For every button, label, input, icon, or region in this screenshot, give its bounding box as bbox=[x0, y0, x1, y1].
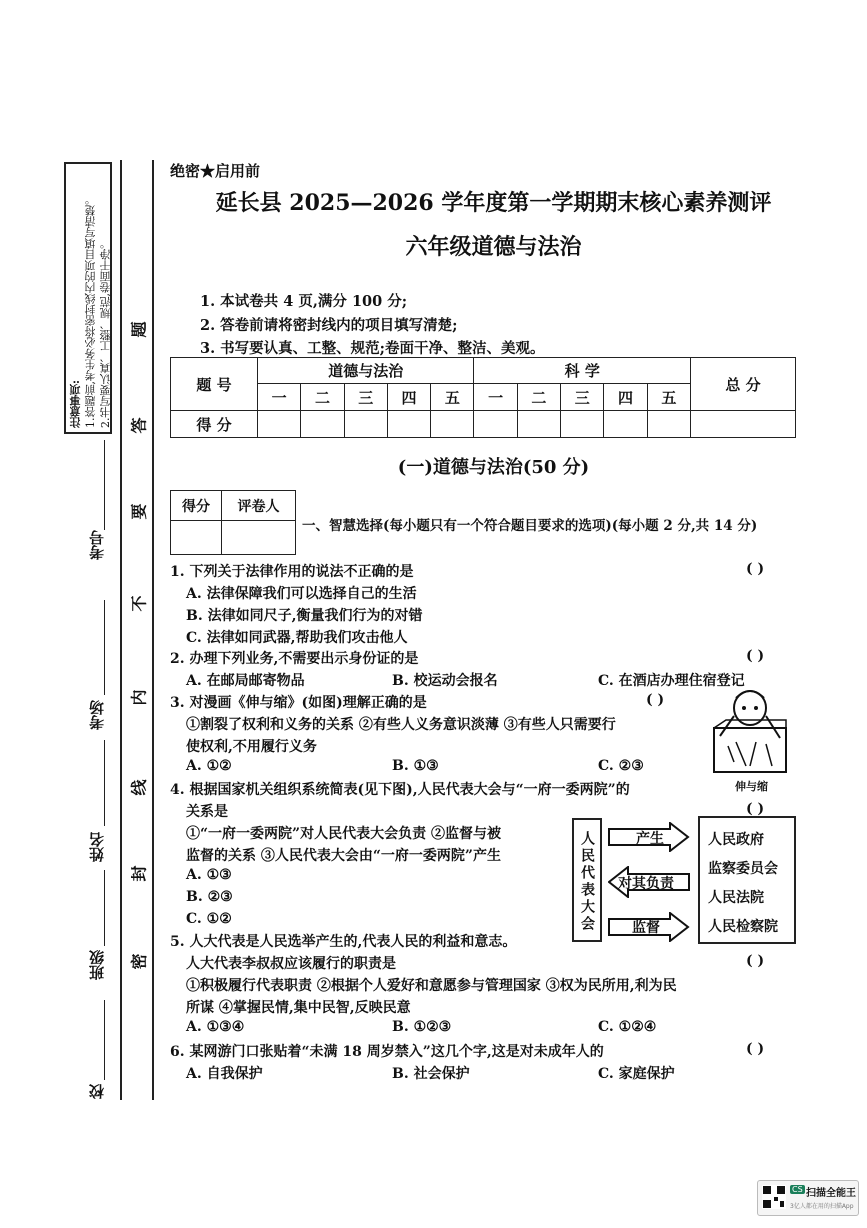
q4-statements-cont: 监督的关系 ③人民代表大会由“一府一委两院”产生 bbox=[186, 848, 501, 864]
notice-box bbox=[64, 162, 112, 434]
diagram-organ: 人民检察院 bbox=[708, 919, 778, 935]
diagram-organs-box bbox=[698, 816, 796, 944]
q3-statements: ①割裂了权利和义务的关系 ②有些人义务意识淡薄 ③有些人只需要行 bbox=[186, 717, 616, 733]
score-col: 四 bbox=[387, 384, 430, 411]
exam-no-line[interactable] bbox=[104, 440, 105, 530]
grader-cell[interactable] bbox=[221, 521, 295, 555]
q3-option-c: C. ②③ bbox=[598, 758, 644, 774]
score-col: 四 bbox=[604, 384, 647, 411]
app-tagline: 3亿人都在用的扫描App bbox=[790, 1203, 854, 1210]
score-col: 二 bbox=[301, 384, 344, 411]
q2-option-c: C. 在酒店办理住宿登记 bbox=[598, 673, 745, 689]
score-cell[interactable] bbox=[561, 411, 604, 438]
q5-stem: 5. 人大代表是人民选举产生的,代表人民的利益和意志。 bbox=[170, 934, 517, 950]
seal-char: 不 bbox=[129, 595, 149, 612]
seal-char: 线 bbox=[129, 779, 149, 796]
exam-subtitle: 六年级道德与法治 bbox=[405, 234, 582, 260]
q2-option-a: A. 在邮局邮寄物品 bbox=[186, 673, 305, 689]
diagram-organ: 人民法院 bbox=[708, 890, 764, 906]
score-col: 三 bbox=[561, 384, 604, 411]
q5-stem-cont: 人大代表李叔叔应该履行的职责是 bbox=[186, 956, 396, 972]
q3-stem: 3. 对漫画《伸与缩》(如图)理解正确的是 bbox=[170, 695, 427, 711]
q4-option-a: A. ①③ bbox=[186, 867, 232, 883]
part-one-heading: 一、智慧选择(每小题只有一个符合题目要求的选项)(每小题 2 分,共 14 分) bbox=[302, 518, 758, 534]
q6-option-a: A. 自我保护 bbox=[186, 1066, 263, 1082]
score-col: 二 bbox=[517, 384, 560, 411]
class-line[interactable] bbox=[104, 870, 105, 946]
score-col: 五 bbox=[647, 384, 690, 411]
score-table-total: 总 分 bbox=[691, 358, 796, 411]
school-label: 校 bbox=[88, 1084, 106, 1099]
grader-label: 评卷人 bbox=[221, 491, 295, 521]
seal-line-right bbox=[152, 160, 154, 1100]
score-col: 一 bbox=[258, 384, 301, 411]
q1-option-a: A. 法律保障我们可以选择自己的生活 bbox=[186, 586, 417, 602]
instruction-1: 1. 本试卷共 4 页,满分 100 分; bbox=[200, 293, 408, 310]
q3-option-b: B. ①③ bbox=[392, 758, 439, 774]
q4-option-c: C. ①② bbox=[186, 911, 232, 927]
q2-stem: 2. 办理下列业务,不需要出示身份证的是 bbox=[170, 651, 419, 667]
name-line[interactable] bbox=[104, 740, 105, 826]
q6-option-b: B. 社会保护 bbox=[392, 1066, 470, 1082]
grader-table bbox=[170, 490, 296, 555]
score-col: 五 bbox=[431, 384, 474, 411]
notice-line-1: 1.答题前,考生务必将密封线内的项目填写清楚。 bbox=[84, 194, 97, 428]
score-cell[interactable] bbox=[431, 411, 474, 438]
diagram-arrow-supervise: 监督 bbox=[632, 920, 660, 936]
score-cell[interactable] bbox=[344, 411, 387, 438]
score-cell[interactable] bbox=[387, 411, 430, 438]
diagram-organ: 人民政府 bbox=[708, 832, 764, 848]
q2-option-b: B. 校运动会报名 bbox=[392, 673, 498, 689]
cartoon-caption: 伸与缩 bbox=[735, 780, 768, 793]
score-table-group-2: 科 学 bbox=[474, 358, 691, 384]
q4-stem-cont: 关系是 bbox=[186, 804, 228, 820]
instruction-2: 2. 答卷前请将密封线内的项目填写清楚; bbox=[200, 317, 458, 334]
q5-option-c: C. ①②④ bbox=[598, 1019, 657, 1035]
qr-code-icon bbox=[762, 1185, 786, 1209]
seal-char: 答 bbox=[129, 417, 149, 434]
q5-option-a: A. ①③④ bbox=[186, 1019, 245, 1035]
score-table-group-1: 道德与法治 bbox=[258, 358, 474, 384]
section-title: (一)道德与法治(50 分) bbox=[397, 457, 590, 478]
q6-stem: 6. 某网游门口张贴着“未满 18 周岁禁入”这几个字,这是对未成年人的 bbox=[170, 1044, 604, 1060]
diagram-npc-box: 人民代表大会 bbox=[572, 818, 602, 942]
diagram-arrow-responsible: 对其负责 bbox=[618, 876, 674, 892]
q4-statements: ①“一府一委两院”对人民代表大会负责 ②监督与被 bbox=[186, 826, 501, 842]
q4-stem: 4. 根据国家机关组织系统简表(见下图),人民代表大会与“一府一委两院”的 bbox=[170, 782, 630, 798]
q4-answer-blank[interactable]: ( ) bbox=[746, 801, 765, 817]
score-total-cell[interactable] bbox=[691, 411, 796, 438]
seal-char: 封 bbox=[129, 865, 149, 882]
q2-answer-blank[interactable]: ( ) bbox=[746, 648, 765, 664]
scanner-watermark bbox=[757, 1180, 859, 1216]
exam-no-label: 考号 bbox=[88, 530, 106, 560]
q3-answer-blank[interactable]: ( ) bbox=[646, 692, 665, 708]
score-col: 三 bbox=[344, 384, 387, 411]
class-label: 班级 bbox=[88, 950, 106, 980]
q1-stem: 1. 下列关于法律作用的说法不正确的是 bbox=[170, 564, 414, 580]
grader-score-label: 得分 bbox=[171, 491, 222, 521]
q4-option-b: B. ②③ bbox=[186, 889, 233, 905]
score-table-question-label: 题 号 bbox=[171, 358, 258, 411]
q3-option-a: A. ①② bbox=[186, 758, 232, 774]
score-cell[interactable] bbox=[301, 411, 344, 438]
grader-score-cell[interactable] bbox=[171, 521, 222, 555]
score-cell[interactable] bbox=[258, 411, 301, 438]
seal-char: 内 bbox=[129, 689, 149, 706]
q3-statements-cont: 使权利,不用履行义务 bbox=[186, 739, 317, 755]
q5-option-b: B. ①②③ bbox=[392, 1019, 452, 1035]
app-logo: CS bbox=[792, 1185, 803, 1194]
q6-answer-blank[interactable]: ( ) bbox=[746, 1041, 765, 1057]
q5-statements: ①积极履行代表职责 ②根据个人爱好和意愿参与管理国家 ③权为民所用,利为民 bbox=[186, 978, 677, 994]
exam-room-label: 考场 bbox=[88, 700, 106, 730]
score-cell[interactable] bbox=[517, 411, 560, 438]
q1-answer-blank[interactable]: ( ) bbox=[746, 561, 765, 577]
q5-answer-blank[interactable]: ( ) bbox=[746, 953, 765, 969]
q1-option-b: B. 法律如同尺子,衡量我们行为的对错 bbox=[186, 608, 423, 624]
school-line[interactable] bbox=[104, 1000, 105, 1080]
diagram-arrow-produce: 产生 bbox=[636, 831, 664, 847]
score-cell[interactable] bbox=[604, 411, 647, 438]
diagram-organ: 监察委员会 bbox=[708, 861, 778, 877]
seal-char: 密 bbox=[129, 953, 149, 970]
score-table bbox=[170, 357, 796, 438]
app-name: 扫描全能王 bbox=[806, 1188, 856, 1199]
exam-room-line[interactable] bbox=[104, 600, 105, 695]
seal-line-left bbox=[120, 160, 122, 1100]
score-table-score-label: 得 分 bbox=[171, 411, 258, 438]
score-cell[interactable] bbox=[647, 411, 690, 438]
notice-title: 注意事项: bbox=[69, 379, 82, 428]
q1-option-c: C. 法律如同武器,帮助我们攻击他人 bbox=[186, 630, 408, 646]
q5-statements-cont: 所谋 ④掌握民情,集中民智,反映民意 bbox=[186, 1000, 411, 1016]
score-col: 一 bbox=[474, 384, 517, 411]
name-label: 姓名 bbox=[88, 832, 106, 862]
seal-char: 要 bbox=[129, 503, 149, 520]
q6-option-c: C. 家庭保护 bbox=[598, 1066, 675, 1082]
seal-char: 题 bbox=[129, 321, 149, 338]
instruction-3: 3. 书写要认真、工整、规范;卷面干净、整洁、美观。 bbox=[200, 340, 545, 357]
score-cell[interactable] bbox=[474, 411, 517, 438]
notice-line-2: 2.书写要认真、工整、规范,卷面干净。 bbox=[99, 238, 112, 428]
exam-title: 延长县 2025—2026 学年度第一学期期末核心素养测评 bbox=[215, 190, 772, 216]
cartoon-illustration bbox=[706, 686, 796, 778]
confidential-mark: 绝密★启用前 bbox=[170, 162, 261, 180]
